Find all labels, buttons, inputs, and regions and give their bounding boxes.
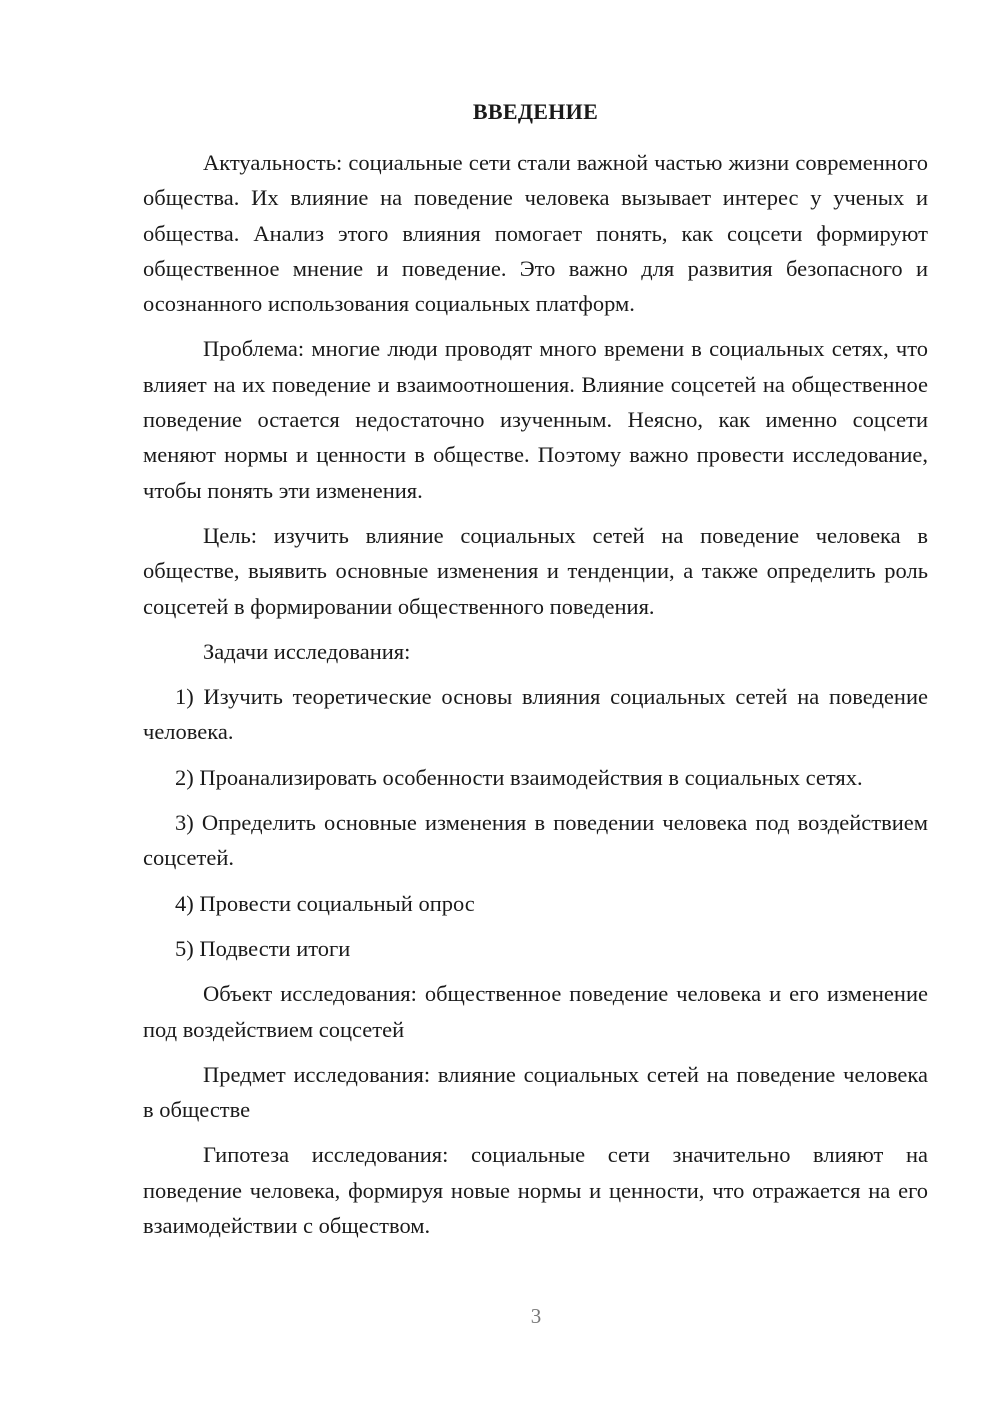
goal-paragraph: Цель: изучить влияние социальных сетей на поведение человека в обществе, выявить основные изменения и тенденции, а также определить роль соцсетей в формировании общественного поведения. [143, 522, 928, 619]
task-item: 4) Провести социальный опрос [175, 890, 475, 916]
hypothesis-paragraph: Гипотеза исследования: социальные сети значительно влияют на поведение человека, формируя новые нормы и ценности, что отражается на его взаимодействии с обществом. [143, 1142, 928, 1239]
task-item: 1) Изучить теоретические основы влияния социальных сетей на поведение человека. [143, 684, 928, 745]
tasks-heading: Задачи исследования: [203, 638, 411, 664]
task-item: 2) Проанализировать особенности взаимодействия в социальных сетях. [175, 764, 863, 790]
task-item: 5) Подвести итоги [175, 935, 351, 961]
task-item: 3) Определить основные изменения в поведении человека под воздействием соцсетей. [143, 810, 928, 871]
subject-paragraph: Предмет исследования: влияние социальных сетей на поведение человека в обществе [143, 1061, 928, 1123]
object-paragraph: Объект исследования: общественное поведение человека и его изменение под воздействием соцсетей [143, 981, 928, 1042]
relevance-paragraph: Актуальность: социальные сети стали важной частью жизни современного общества. Их влияние на поведение человека вызывает интерес у ученых и общества. Анализ этого влияния помогает понять, как соцсети формируют общественное мнение и поведение. Это важно для развития безопасного и осознанного использования социальных платформ. [143, 150, 928, 317]
page-number: 3 [530, 1304, 542, 1328]
document-page [143, 94, 928, 1253]
page-title: ВВЕДЕНИЕ [472, 99, 599, 124]
problem-paragraph: Проблема: многие люди проводят много времени в социальных сетях, что влияет на их поведение и взаимоотношения. Влияние соцсетей на общественное поведение остается недостаточно изученным. Неясно, как именно соцсети меняют нормы и ценности в обществе. Поэтому важно провести исследование, чтобы понять эти изменения. [143, 336, 928, 503]
